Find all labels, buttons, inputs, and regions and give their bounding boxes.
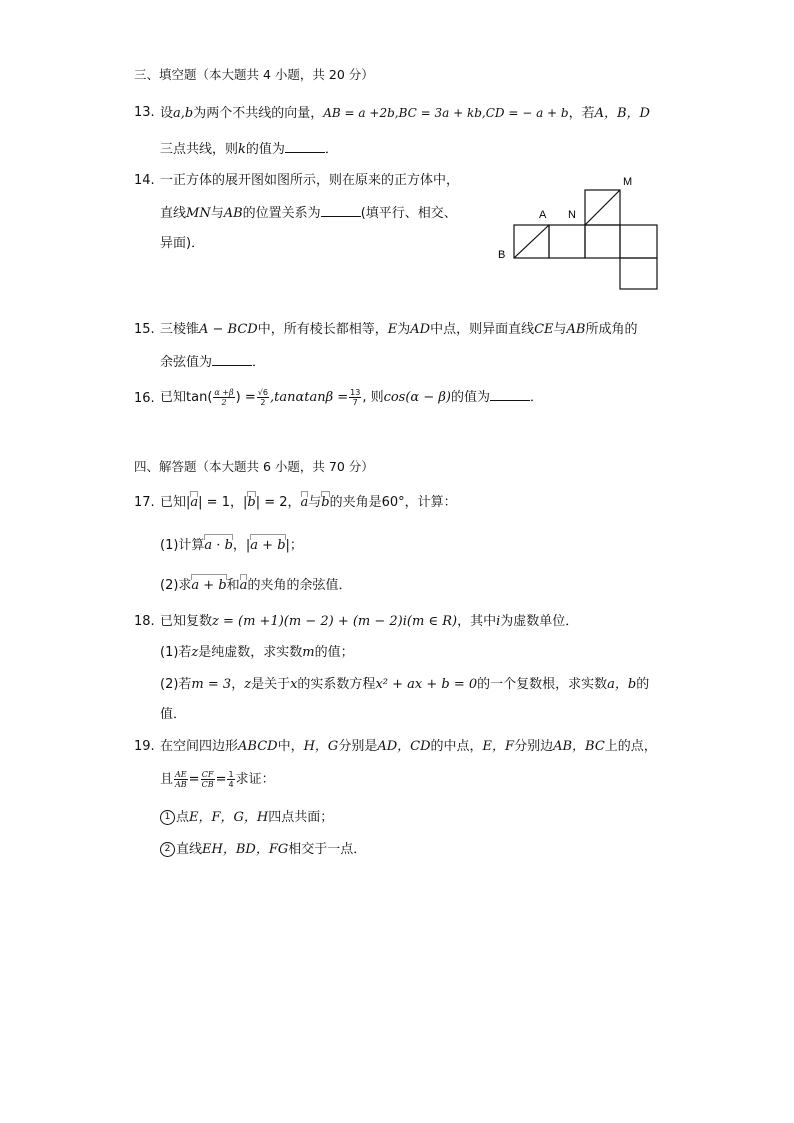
q19-text: 点 bbox=[176, 810, 190, 825]
q15-ce: CE bbox=[534, 322, 554, 337]
q13-points: A，B，D bbox=[594, 106, 650, 121]
q13-line2 bbox=[160, 140, 338, 159]
q16-cos: cos(α − β) bbox=[383, 390, 451, 405]
q16-text: ． bbox=[529, 390, 543, 405]
q18-line-end: 值． bbox=[160, 707, 187, 722]
q18-text: ，其中 bbox=[457, 614, 497, 629]
q19-eq: = bbox=[188, 772, 200, 787]
frac-bottom: CB bbox=[201, 780, 214, 789]
q17-text: | = 1，| bbox=[198, 495, 248, 510]
q19-text: 求证： bbox=[235, 772, 275, 787]
q18-text: 的一个复数根，求实数 bbox=[477, 677, 608, 692]
q19-text: 中， bbox=[277, 739, 304, 754]
q14-line2 bbox=[160, 204, 457, 223]
q17-sum: a + b bbox=[250, 538, 286, 553]
q15-text: 中点，则异面直线 bbox=[430, 322, 535, 337]
q16-line1 bbox=[160, 384, 543, 412]
frac-top: α +β bbox=[214, 388, 234, 397]
q15-text: 中，所有棱长都相等， bbox=[257, 322, 388, 337]
q17-text: 与 bbox=[308, 495, 322, 510]
label-m: M bbox=[623, 176, 633, 188]
frac-top: 1 bbox=[228, 770, 234, 779]
q16-text: , 则 bbox=[362, 390, 384, 405]
q17-text: ，| bbox=[232, 538, 251, 553]
q14-text: 与 bbox=[210, 206, 224, 221]
q18-i: i bbox=[496, 614, 501, 629]
q13-vectors: a,b bbox=[173, 106, 194, 121]
q13-number: 13. bbox=[134, 105, 155, 120]
label-a: A bbox=[539, 209, 547, 221]
q14-line3: 异面)． bbox=[160, 236, 205, 251]
frac-top: √6 bbox=[257, 388, 268, 397]
q17-text: (2)求 bbox=[160, 578, 192, 593]
q16-text: ) = bbox=[235, 390, 256, 405]
q13-line1 bbox=[160, 104, 650, 123]
q15-text: 所成角的 bbox=[585, 322, 638, 337]
q19-lines: EH，BD，FG bbox=[202, 842, 289, 857]
q17-part2 bbox=[160, 577, 351, 595]
q15-line2 bbox=[160, 353, 265, 372]
q18-z: z bbox=[191, 645, 199, 660]
frac-bottom: 2 bbox=[221, 398, 227, 407]
q18-text: (1)若 bbox=[160, 645, 192, 660]
q15-tetra: A − BCD bbox=[199, 322, 258, 337]
circled-number-1: 1 bbox=[160, 810, 175, 825]
q18-text: 已知复数 bbox=[160, 614, 213, 629]
q16-text: 的值为 bbox=[450, 390, 490, 405]
q17-text: 的夹角的余弦值． bbox=[247, 578, 352, 593]
q13-k: k bbox=[238, 142, 246, 157]
frac-top: 13 bbox=[350, 388, 361, 397]
q17-text: (1)计算 bbox=[160, 538, 205, 553]
q16-frac-sqrt6 bbox=[257, 388, 269, 407]
q13-answer-blank bbox=[285, 140, 325, 153]
q19-text: 在空间四边形 bbox=[160, 739, 239, 754]
label-b: B bbox=[498, 249, 506, 261]
section-3-title: 三、填空题（本大题共 4 小题，共 20 分） bbox=[134, 67, 374, 82]
q19-efgh: E，F，G，H bbox=[189, 810, 269, 825]
q19-hg: H，G bbox=[303, 739, 339, 754]
q13-text: ，若 bbox=[568, 106, 595, 121]
q19-text: 的中点， bbox=[430, 739, 483, 754]
diagonal-mn bbox=[585, 190, 620, 225]
q16-answer-blank bbox=[490, 388, 530, 401]
net-square-n bbox=[549, 225, 585, 258]
q18-ab: a，b bbox=[607, 677, 637, 692]
q15-number: 15. bbox=[134, 322, 155, 337]
diagonal-ab bbox=[514, 225, 549, 258]
label-n: N bbox=[568, 209, 576, 221]
frac-top: CF bbox=[201, 770, 214, 779]
frac-bottom: 7 bbox=[352, 398, 358, 407]
section-4-title: 四、解答题（本大题共 6 小题，共 70 分） bbox=[134, 459, 374, 474]
q18-part1 bbox=[160, 644, 354, 662]
q13-vector-equations: AB = a +2b,BC = 3a + kb,CD = − a + b bbox=[323, 106, 569, 120]
q17-text: 的夹角是60°，计算： bbox=[329, 495, 457, 510]
q19-text: 直线 bbox=[176, 842, 203, 857]
net-square-right bbox=[620, 225, 657, 258]
q13-text: 设 bbox=[160, 106, 174, 121]
q13-text: 的值为 bbox=[245, 142, 285, 157]
q17-sum: a + b bbox=[191, 578, 227, 593]
q19-line1 bbox=[160, 738, 657, 756]
q19-text: 且 bbox=[160, 772, 174, 787]
q19-part2 bbox=[160, 841, 366, 859]
frac-bottom: AB bbox=[175, 780, 187, 789]
q14-number: 14. bbox=[134, 173, 155, 188]
q19-text: 四点共面； bbox=[268, 810, 334, 825]
q19-ab-bc: AB，BC bbox=[553, 739, 605, 754]
q19-eq: = bbox=[215, 772, 227, 787]
q18-z: z bbox=[244, 677, 252, 692]
net-square-bottom bbox=[620, 258, 657, 289]
q18-m-equals: m = 3 bbox=[191, 677, 232, 692]
q15-ab: AB bbox=[566, 322, 586, 337]
q15-text: 三棱锥 bbox=[160, 322, 200, 337]
q17-vec-b: b bbox=[247, 495, 256, 510]
q17-line1 bbox=[160, 494, 457, 512]
q16-text: 已知 bbox=[160, 390, 187, 405]
q15-line1 bbox=[160, 321, 638, 339]
cube-net-diagram bbox=[490, 170, 670, 295]
q16-number: 16. bbox=[134, 391, 155, 406]
q14-mn: MN bbox=[186, 206, 211, 221]
q14-ab: AB bbox=[223, 206, 243, 221]
q15-text: 与 bbox=[553, 322, 567, 337]
q14-line1: 一正方体的展开图如图所示，则在原来的正方体中， bbox=[160, 173, 460, 188]
q19-frac-ae-ab bbox=[174, 770, 188, 789]
q16-tan: tan( bbox=[186, 390, 213, 405]
q19-text: 分别是 bbox=[338, 739, 378, 754]
q17-vec-a: a bbox=[239, 578, 248, 593]
q18-x: x bbox=[290, 677, 298, 692]
q18-text: (2)若 bbox=[160, 677, 192, 692]
q17-vec-b: b bbox=[321, 495, 330, 510]
q18-number: 18. bbox=[134, 614, 155, 629]
net-square-center bbox=[585, 225, 620, 258]
q14-answer-blank bbox=[321, 204, 361, 217]
q18-text: 是纯虚数，求实数 bbox=[198, 645, 303, 660]
q18-text: 的 bbox=[636, 677, 650, 692]
q17-number: 17. bbox=[134, 495, 155, 510]
q18-line1 bbox=[160, 613, 578, 631]
q15-e: E bbox=[387, 322, 398, 337]
q17-text: 和 bbox=[226, 578, 240, 593]
q18-text: 是关于 bbox=[251, 677, 291, 692]
q17-part1 bbox=[160, 537, 303, 555]
q19-frac-1-4 bbox=[227, 770, 234, 789]
q17-vec-a: a bbox=[300, 495, 309, 510]
q15-answer-blank bbox=[212, 353, 252, 366]
q14-text: 直线 bbox=[160, 206, 187, 221]
q13-text: 三点共线，则 bbox=[160, 142, 239, 157]
q16-frac-alpha-beta bbox=[213, 388, 234, 407]
q19-number: 19. bbox=[134, 739, 155, 754]
q18-m: m bbox=[302, 645, 315, 660]
q19-text: 相交于一点． bbox=[288, 842, 367, 857]
frac-bottom: 4 bbox=[228, 780, 234, 789]
q14-text: 的位置关系为 bbox=[242, 206, 321, 221]
q14-text: (填平行、相交、 bbox=[360, 206, 457, 221]
q17-text: | = 2， bbox=[255, 495, 301, 510]
q17-text: 已知| bbox=[160, 495, 191, 510]
q18-part2 bbox=[160, 676, 649, 694]
q18-text: ， bbox=[231, 677, 245, 692]
q15-ad: AD bbox=[410, 322, 431, 337]
frac-bottom: 2 bbox=[260, 398, 266, 407]
q13-text: ． bbox=[324, 142, 338, 157]
q13-text: 为两个不共线的向量， bbox=[193, 106, 324, 121]
q17-vec-a: a bbox=[190, 495, 199, 510]
q18-equation: x² + ax + b = 0 bbox=[375, 677, 478, 692]
q17-text: |； bbox=[285, 538, 303, 553]
q16-frac-13-7 bbox=[349, 388, 361, 407]
q15-text: 为 bbox=[397, 322, 411, 337]
q15-text: 余弦值为 bbox=[160, 355, 213, 370]
circled-number-2: 2 bbox=[160, 842, 175, 857]
q16-tan-product: ,tanαtanβ = bbox=[269, 390, 349, 405]
q19-ef: E，F bbox=[482, 739, 515, 754]
q18-text: 的实系数方程 bbox=[297, 677, 376, 692]
q19-ad-cd: AD，CD bbox=[377, 739, 431, 754]
q17-dot-product: a · b bbox=[204, 538, 233, 553]
q19-text: 分别边 bbox=[514, 739, 554, 754]
q18-text: 的值； bbox=[314, 645, 354, 660]
q19-line2 bbox=[160, 766, 275, 794]
q19-frac-cf-cb bbox=[201, 770, 215, 789]
frac-top: AE bbox=[175, 770, 187, 779]
q19-part1 bbox=[160, 809, 333, 827]
q18-text: 为虚数单位． bbox=[500, 614, 579, 629]
q19-abcd: ABCD bbox=[238, 739, 278, 754]
q19-text: 上的点， bbox=[604, 739, 657, 754]
q15-text: ． bbox=[252, 355, 266, 370]
q18-complex-z: z = (m +1)(m − 2) + (m − 2)i(m ∈ R) bbox=[212, 614, 458, 629]
